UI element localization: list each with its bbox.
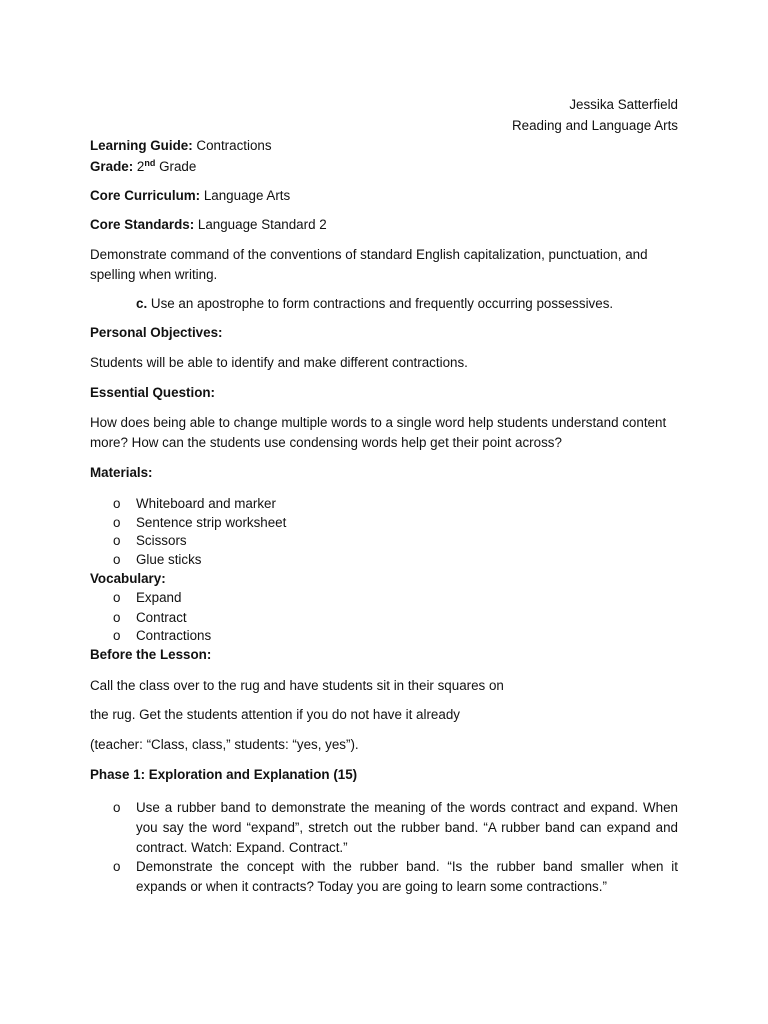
before-lesson-line1: Call the class over to the rug and have students sit in their squares on bbox=[90, 678, 504, 693]
essential-question-line1: How does being able to change multiple words to a single word help students understand content bbox=[90, 415, 667, 430]
bullet-icon: o bbox=[113, 859, 121, 874]
standard-text-line2: spelling when writing. bbox=[90, 267, 218, 282]
subject-name: Reading and Language Arts bbox=[511, 118, 678, 133]
bullet-icon: o bbox=[113, 590, 121, 605]
list-item: Expand bbox=[136, 590, 182, 605]
bullet-icon: o bbox=[113, 610, 121, 625]
list-item: Whiteboard and marker bbox=[136, 496, 276, 511]
core-curriculum-label: Core Curriculum: bbox=[90, 188, 201, 203]
grade-word: Grade bbox=[155, 159, 197, 174]
bullet-icon: o bbox=[113, 552, 121, 567]
materials-heading: Materials: bbox=[90, 465, 153, 480]
learning-guide-value: Contractions bbox=[192, 138, 272, 153]
core-standards-value: Language Standard 2 bbox=[194, 217, 327, 232]
core-standards-label: Core Standards: bbox=[90, 217, 195, 232]
grade-label: Grade: bbox=[90, 159, 134, 174]
learning-guide-label: Learning Guide: bbox=[90, 138, 193, 153]
core-curriculum-value: Language Arts bbox=[200, 188, 291, 203]
personal-objectives-text: Students will be able to identify and make different contractions. bbox=[90, 355, 468, 370]
standard-subpoint bbox=[136, 295, 613, 313]
before-lesson-heading: Before the Lesson: bbox=[90, 647, 212, 662]
bullet-icon: o bbox=[113, 533, 121, 548]
phase1-item: Use a rubber band to demonstrate the meaning of the words contract and expand. When you say the word “expand”, stretch out the rubber band. “A rubber band can expand and contract. Watch: Expand. Contract.” bbox=[136, 800, 678, 855]
before-lesson-line2: the rug. Get the students attention if you do not have it already bbox=[90, 707, 460, 722]
list-item: Contractions bbox=[136, 628, 212, 643]
personal-objectives-heading: Personal Objectives: bbox=[90, 325, 223, 340]
essential-question-heading: Essential Question: bbox=[90, 385, 216, 400]
list-item: Contract bbox=[136, 610, 187, 625]
list-item: Glue sticks bbox=[136, 552, 202, 567]
bullet-icon: o bbox=[113, 515, 121, 530]
phase1-heading: Phase 1: Exploration and Explanation (15) bbox=[90, 767, 358, 782]
bullet-icon: o bbox=[113, 628, 121, 643]
core-standards-line bbox=[90, 216, 327, 234]
list-item: Scissors bbox=[136, 533, 187, 548]
grade-number: 2 bbox=[133, 159, 145, 174]
grade-line bbox=[90, 158, 196, 176]
list-item: Sentence strip worksheet bbox=[136, 515, 287, 530]
essential-question-line2: more? How can the students use condensing words help get their point across? bbox=[90, 435, 562, 450]
grade-suffix: nd bbox=[144, 158, 156, 168]
before-lesson-line3: (teacher: “Class, class,” students: “yes, yes”). bbox=[90, 737, 359, 752]
bullet-icon: o bbox=[113, 800, 121, 815]
standard-sub-text: Use an apostrophe to form contractions and frequently occurring possessives. bbox=[147, 296, 614, 311]
vocabulary-heading: Vocabulary: bbox=[90, 571, 166, 586]
author-name: Jessika Satterfield bbox=[569, 97, 678, 112]
learning-guide-line bbox=[90, 137, 272, 155]
phase1-item: Demonstrate the concept with the rubber band. “Is the rubber band smaller when it expands or when it contracts? Today you are going to learn some contractions.” bbox=[136, 859, 678, 894]
bullet-icon: o bbox=[113, 496, 121, 511]
core-curriculum-line bbox=[90, 187, 290, 205]
standard-text-line1: Demonstrate command of the conventions of standard English capitalization, punctuation, and bbox=[90, 247, 648, 262]
standard-sub-label: c. bbox=[136, 296, 148, 311]
